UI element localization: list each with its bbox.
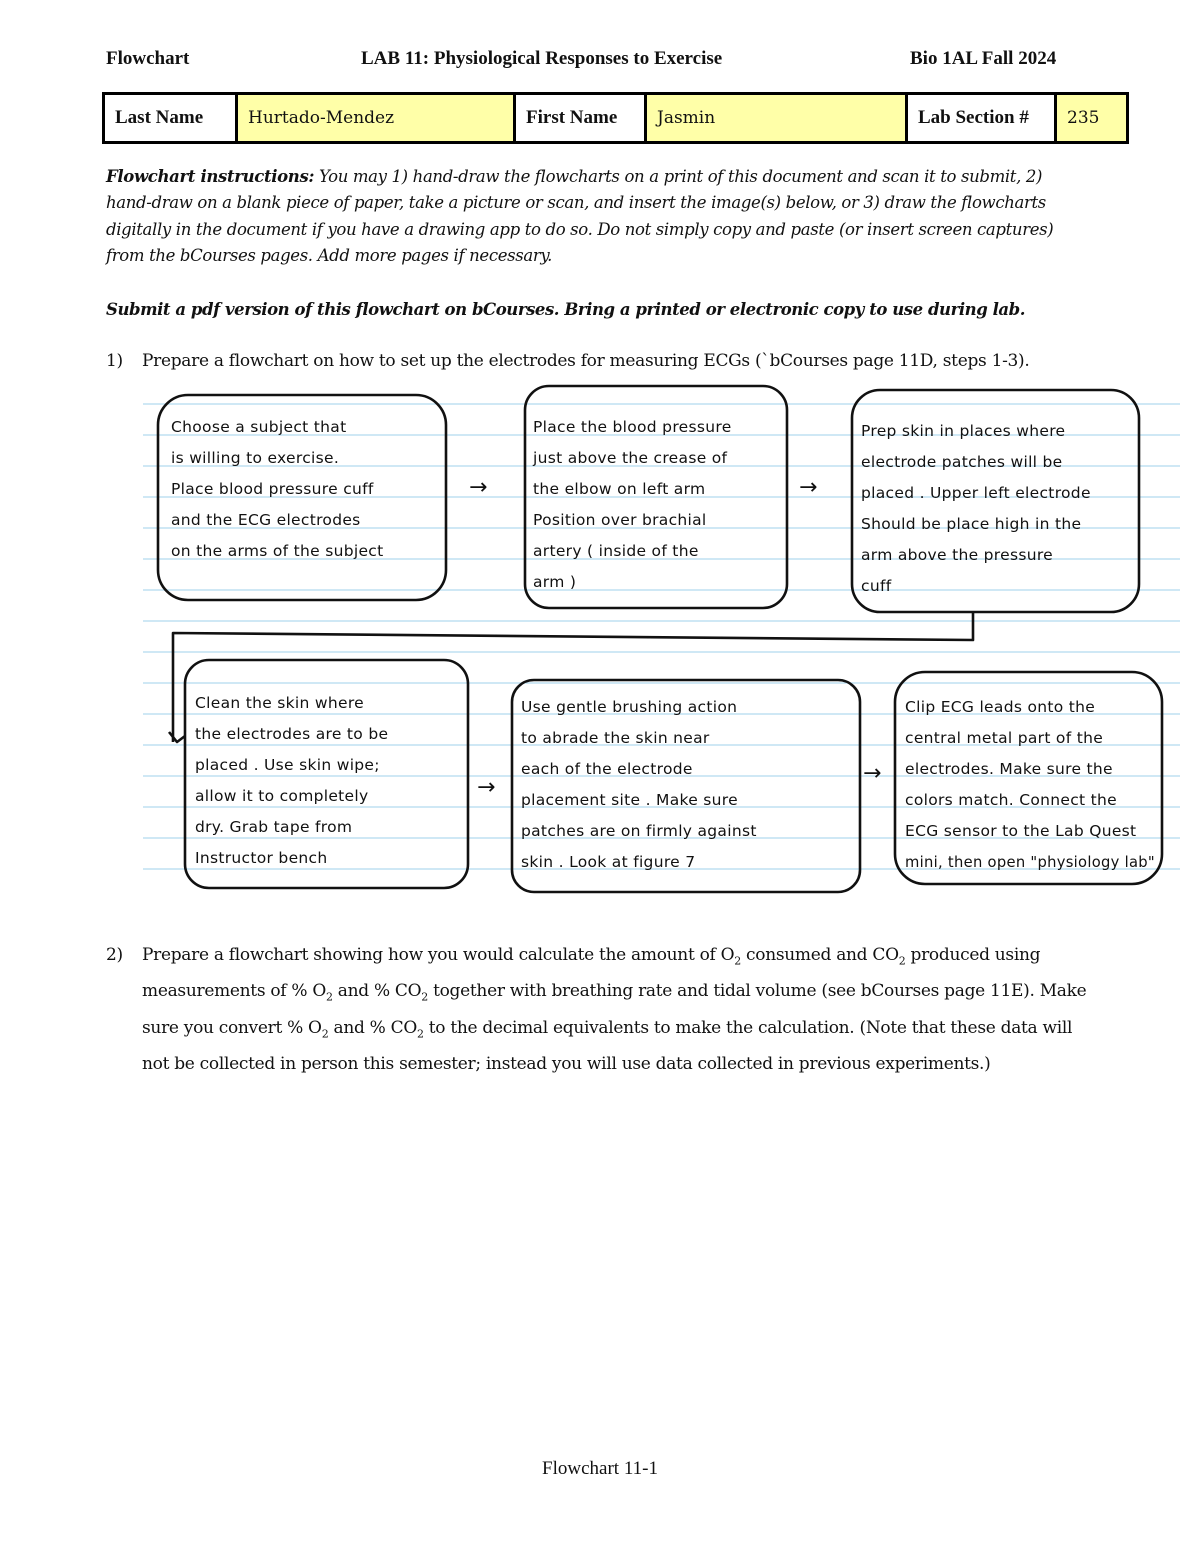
step-5-line-1: Use gentle brushing action — [521, 698, 738, 716]
step-4-line-1: Clean the skin where — [195, 694, 364, 712]
step-6-line-5: ECG sensor to the Lab Quest — [905, 822, 1137, 840]
question-1-number: 1) — [106, 351, 123, 371]
question-2-text: Prepare a flowchart showing how you would calculate the amount of $O_2$ consumed and $CO_2$ produced using measurements of % $O_2$ and % $CO_2$ together with breathing rate and tidal volume (see bCourses page 11E). Make sure you convert % $O_2$ and % $CO_2$ to the decimal equivalents to make the calculation. (Note that these data will not be collected in person this semester; instead you will use data collected in previous experiments.) — [142, 945, 1087, 1075]
header-title: LAB 11: Physiological Responses to Exercise — [361, 48, 723, 69]
row-connector-line — [173, 612, 973, 742]
step-3-line-4: Should be place high in the — [861, 515, 1082, 533]
step-3-line-5: arm above the pressure — [861, 546, 1053, 564]
question-1 — [106, 346, 1096, 376]
step-2-line-5: artery ( inside of the — [533, 542, 699, 560]
arrow-1-2: → — [469, 475, 488, 500]
header-left: Flowchart — [106, 48, 190, 69]
question-2 — [106, 940, 1096, 1079]
step-5-line-5: patches are on firmly against — [521, 822, 757, 840]
step-4-line-6: Instructor bench — [195, 849, 328, 867]
arrow-2-3: → — [799, 475, 818, 500]
header-course: Bio 1AL Fall 2024 — [910, 48, 1057, 69]
first-name-label: First Name — [515, 94, 646, 143]
step-2-line-1: Place the blood pressure — [533, 418, 732, 436]
arrow-5-6: → — [863, 761, 882, 786]
step-3-line-3: placed . Upper left electrode — [861, 484, 1091, 502]
step-4-line-3: placed . Use skin wipe; — [195, 756, 380, 774]
step-5-line-6: skin . Look at figure 7 — [521, 853, 696, 871]
step-6-line-4: colors match. Connect the — [905, 791, 1117, 809]
step-1-line-5: on the arms of the subject — [171, 542, 384, 560]
lab-section-field[interactable]: 235 — [1056, 94, 1128, 143]
question-1-text: Prepare a flowchart on how to set up the electrodes for measuring ECGs (`bCourses page 11D, steps 1-3). — [142, 351, 1030, 371]
step-3-line-6: cuff — [861, 577, 892, 595]
step-6-line-3: electrodes. Make sure the — [905, 760, 1113, 778]
instructions-body: You may 1) hand-draw the flowcharts on a print of this document and scan it to submit, 2) hand-draw on a blank piece of paper, take a picture or scan, and insert the image(s) below, or 3) draw the flowcharts digitally in the document if you have a drawing app to do so. Do not simply copy and paste (or insert screen captures) from the bCourses pages. Add more pages if necessary. — [106, 167, 1054, 265]
flowchart-text — [171, 418, 1155, 871]
instructions-lead: Flowchart instructions: — [106, 167, 315, 186]
submit-note: Submit a pdf version of this flowchart on bCourses. Bring a printed or electronic copy to use during lab. — [106, 300, 1026, 319]
step-3-line-1: Prep skin in places where — [861, 422, 1066, 440]
step-2-line-4: Position over brachial — [533, 511, 707, 529]
step-5-line-2: to abrade the skin near — [521, 729, 710, 747]
step-1-line-1: Choose a subject that — [171, 418, 347, 436]
step-2-line-2: just above the crease of — [533, 449, 728, 467]
student-info-table — [102, 92, 1129, 144]
step-6-line-1: Clip ECG leads onto the — [905, 698, 1096, 716]
lab-section-label: Lab Section # — [907, 94, 1056, 143]
step-4-line-2: the electrodes are to be — [195, 725, 389, 743]
step-5-line-3: each of the electrode — [521, 760, 693, 778]
first-name-field[interactable]: Jasmin — [646, 94, 907, 143]
step-6-line-6: mini, then open "physiology lab" — [905, 853, 1155, 871]
row-connector-arrowhead — [169, 732, 185, 742]
question-2-number: 2) — [106, 945, 123, 965]
last-name-field[interactable]: Hurtado-Mendez — [237, 94, 515, 143]
step-6-line-2: central metal part of the — [905, 729, 1104, 747]
step-2-line-3: the elbow on left arm — [533, 480, 706, 498]
flowchart-instructions — [106, 164, 1086, 269]
step-1-line-4: and the ECG electrodes — [171, 511, 361, 529]
arrow-4-5: → — [477, 775, 496, 800]
step-4-line-5: dry. Grab tape from — [195, 818, 353, 836]
step-1-line-2: is willing to exercise. — [171, 449, 340, 467]
page-footer: Flowchart 11-1 — [542, 1458, 658, 1479]
step-1-line-3: Place blood pressure cuff — [171, 480, 374, 498]
step-5-line-4: placement site . Make sure — [521, 791, 738, 809]
handwritten-flowchart — [143, 380, 1180, 900]
step-2-line-6: arm ) — [533, 573, 577, 591]
step-4-line-4: allow it to completely — [195, 787, 369, 805]
last-name-label: Last Name — [104, 94, 237, 143]
step-3-line-2: electrode patches will be — [861, 453, 1063, 471]
